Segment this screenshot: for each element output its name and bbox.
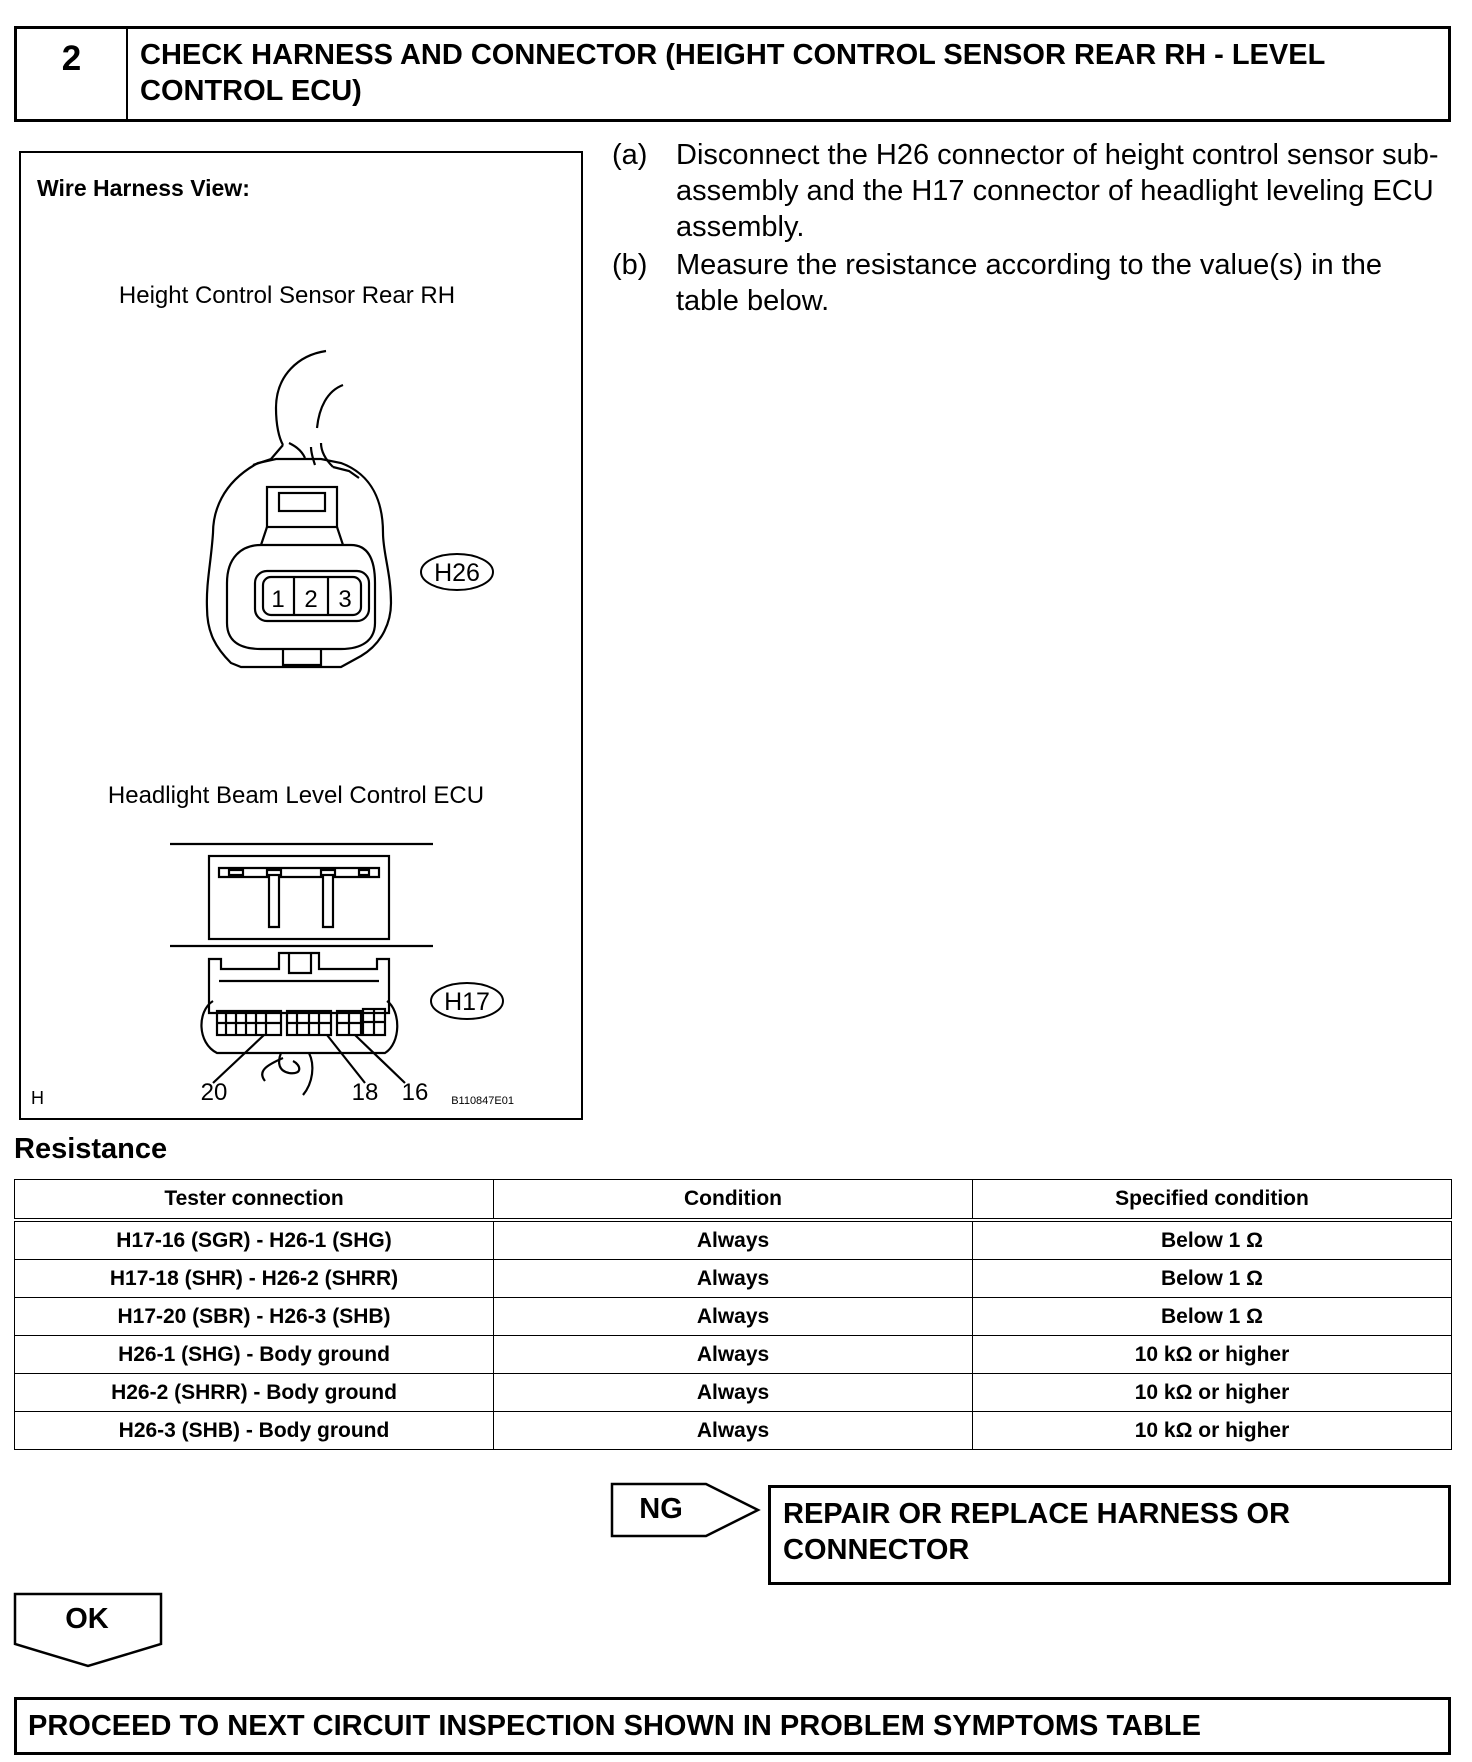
table-row	[15, 1412, 1452, 1450]
table-row	[15, 1374, 1452, 1412]
table-row	[15, 1220, 1452, 1260]
table-header-row	[15, 1180, 1452, 1221]
tester-connection: H26-1 (SHG) - Body ground	[15, 1336, 494, 1374]
tester-connection: H17-16 (SGR) - H26-1 (SHG)	[15, 1220, 494, 1260]
condition: Always	[494, 1374, 973, 1412]
step-a-text: Disconnect the H26 connector of height control sensor sub-assembly and the H17 connector of headlight leveling ECU assembly.	[676, 139, 1439, 243]
table-row	[15, 1260, 1452, 1298]
sensor-label: Height Control Sensor Rear RH	[118, 282, 456, 309]
corner-letter: H	[31, 1088, 44, 1108]
specified-condition: Below 1 Ω	[973, 1298, 1452, 1336]
table-row	[15, 1336, 1452, 1374]
resistance-title: Resistance	[14, 1133, 168, 1165]
column-header: Tester connection	[15, 1180, 494, 1221]
h17-connector-drawing	[170, 844, 433, 1095]
ecu-label: Headlight Beam Level Control ECU	[107, 782, 485, 809]
h17-pin-16: 16	[401, 1079, 429, 1106]
condition: Always	[494, 1260, 973, 1298]
specified-condition: Below 1 Ω	[973, 1260, 1452, 1298]
tester-connection: H17-18 (SHR) - H26-2 (SHRR)	[15, 1260, 494, 1298]
step-a	[612, 137, 1442, 247]
h17-callout: H17	[444, 988, 490, 1016]
specified-condition: 10 kΩ or higher	[973, 1374, 1452, 1412]
resistance-table	[14, 1179, 1452, 1450]
table-row	[15, 1298, 1452, 1336]
step-header	[14, 26, 1451, 122]
step-b-text: Measure the resistance according to the value(s) in the table below.	[676, 249, 1383, 317]
h26-connector-drawing	[207, 351, 391, 667]
ng-label: NG	[639, 1493, 683, 1525]
tester-connection: H17-20 (SBR) - H26-3 (SHB)	[15, 1298, 494, 1336]
ok-label: OK	[65, 1603, 109, 1635]
step-title: CHECK HARNESS AND CONNECTOR (HEIGHT CONTROL SENSOR REAR RH - LEVEL CONTROL ECU)	[140, 39, 1325, 107]
specified-condition: 10 kΩ or higher	[973, 1412, 1452, 1450]
h26-callout: H26	[434, 559, 480, 587]
step-b	[612, 247, 1442, 327]
step-a-label: (a)	[612, 139, 648, 171]
specified-condition: 10 kΩ or higher	[973, 1336, 1452, 1374]
h26-pin-1: 1	[271, 586, 285, 613]
column-header: Condition	[494, 1180, 973, 1221]
condition: Always	[494, 1220, 973, 1260]
step-b-label: (b)	[612, 249, 648, 281]
column-header: Specified condition	[973, 1180, 1452, 1221]
specified-condition: Below 1 Ω	[973, 1220, 1452, 1260]
h17-pin-18: 18	[351, 1079, 379, 1106]
h26-pin-3: 3	[338, 586, 352, 613]
step-number: 2	[17, 29, 128, 119]
condition: Always	[494, 1412, 973, 1450]
figure-id: B110847E01	[451, 1095, 514, 1107]
h26-pin-2: 2	[304, 586, 318, 613]
next-step-box: PROCEED TO NEXT CIRCUIT INSPECTION SHOWN IN PROBLEM SYMPTOMS TABLE	[14, 1697, 1451, 1755]
h17-pin-20: 20	[200, 1079, 228, 1106]
condition: Always	[494, 1298, 973, 1336]
tester-connection: H26-2 (SHRR) - Body ground	[15, 1374, 494, 1412]
ng-action-box: REPAIR OR REPLACE HARNESS OR CONNECTOR	[768, 1485, 1451, 1585]
tester-connection: H26-3 (SHB) - Body ground	[15, 1412, 494, 1450]
wire-harness-diagram	[19, 151, 583, 1120]
view-label: Wire Harness View:	[37, 175, 250, 201]
condition: Always	[494, 1336, 973, 1374]
